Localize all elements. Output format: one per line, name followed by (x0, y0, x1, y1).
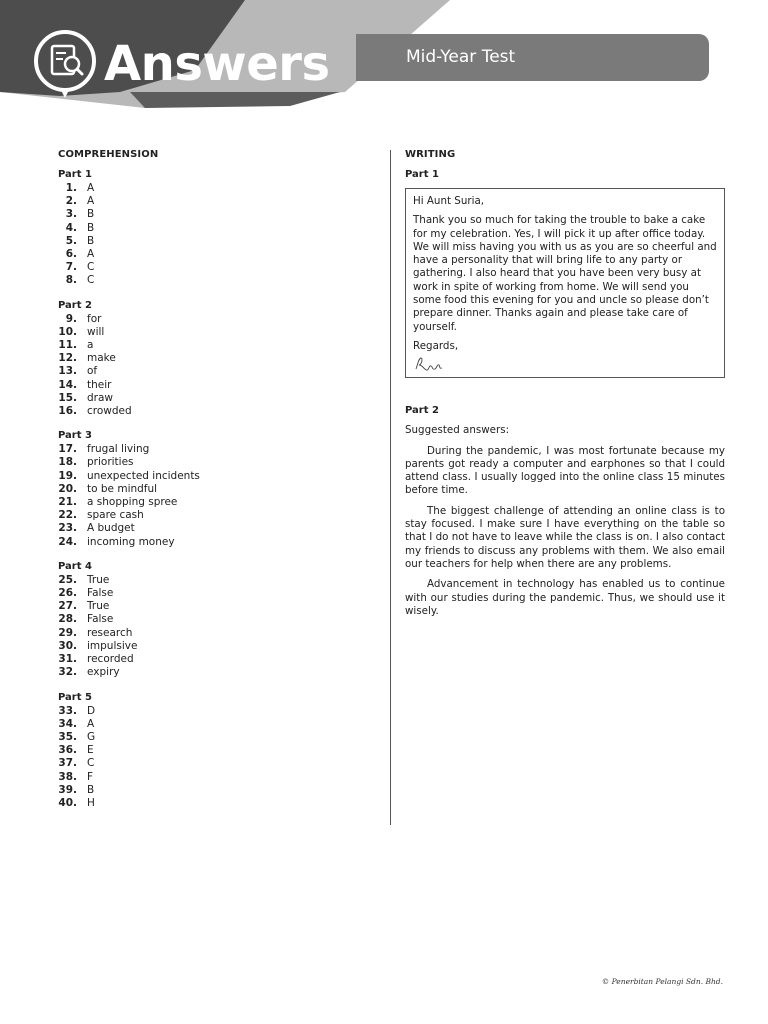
letter-body: Thank you so much for taking the trouble to bake a cake for my celebration. Yes, I will pick it up after office today. We will miss having you with us as you are so cheerful and have a personality that will bring life to any party or gathering. I also heard that you have been very busy at work in spite of working from home. We will send you some food this evening for you and uncle so please don’t prepare dinner. Thanks again and please take care of yourself. (413, 214, 717, 333)
answer-value: will (87, 325, 105, 338)
answer-value: False (87, 613, 114, 626)
comprehension-part-heading: Part 5 (58, 691, 92, 703)
answer-number: 16. (58, 405, 77, 418)
answer-list (58, 182, 378, 288)
answer-row (58, 587, 378, 600)
answer-value: C (87, 274, 95, 287)
answer-number: 9. (65, 312, 77, 325)
answer-value: a (87, 339, 94, 352)
answer-row (58, 627, 378, 640)
answer-value: impulsive (87, 639, 138, 652)
answer-number: 40. (58, 796, 77, 809)
answer-number: 38. (58, 770, 77, 783)
answer-number: 29. (58, 626, 77, 639)
answer-number: 14. (58, 378, 77, 391)
answer-row (58, 784, 378, 797)
test-tag (356, 34, 709, 81)
answer-value: B (87, 221, 95, 234)
copyright-notice: © Penerbitan Pelangi Sdn. Bhd. (601, 977, 723, 986)
answer-value: H (87, 796, 95, 809)
answer-value: F (87, 770, 94, 783)
answer-value: A (87, 195, 95, 208)
answer-number: 37. (58, 757, 77, 770)
answer-row (58, 182, 378, 195)
answer-value: a shopping spree (87, 496, 178, 509)
answer-number: 30. (58, 639, 77, 652)
answer-value: B (87, 783, 95, 796)
signature-image (413, 355, 717, 373)
answer-row (58, 235, 378, 248)
answer-number: 31. (58, 653, 77, 666)
answer-row (58, 653, 378, 666)
letter-closing: Regards, (413, 339, 459, 352)
answer-number: 17. (58, 443, 77, 456)
answer-row (58, 509, 378, 522)
answer-number: 34. (58, 717, 77, 730)
answer-value: E (87, 744, 94, 757)
answer-number: 11. (58, 339, 77, 352)
answer-value: C (87, 261, 95, 274)
answer-number: 27. (58, 600, 77, 613)
sample-letter (405, 188, 725, 378)
answer-value: A (87, 717, 95, 730)
answer-number: 28. (58, 613, 77, 626)
answer-value: of (87, 365, 98, 378)
answer-value: True (87, 573, 110, 586)
writing-part2-heading: Part 2 (405, 405, 439, 417)
answer-value: C (87, 757, 95, 770)
answer-row (58, 496, 378, 509)
answer-row (58, 326, 378, 339)
answer-number: 33. (58, 704, 77, 717)
answer-row (58, 522, 378, 535)
answer-value: their (87, 378, 112, 391)
answer-row (58, 379, 378, 392)
answer-row (58, 365, 378, 378)
answer-value: make (87, 352, 116, 365)
comprehension-part-heading: Part 2 (58, 299, 92, 311)
answer-number: 21. (58, 496, 77, 509)
answer-row (58, 261, 378, 274)
answer-list (58, 574, 378, 680)
answer-row (58, 195, 378, 208)
answer-row (58, 352, 378, 365)
answer-value: for (87, 312, 102, 325)
answer-row (58, 771, 378, 784)
writing-heading: WRITING (405, 149, 456, 160)
answer-number: 26. (58, 587, 77, 600)
answer-value: expiry (87, 666, 120, 679)
column-divider (390, 150, 391, 825)
answer-number: 39. (58, 783, 77, 796)
answer-value: priorities (87, 456, 134, 469)
answer-row (58, 339, 378, 352)
comprehension-column (58, 148, 378, 821)
answer-row (58, 208, 378, 221)
answer-row (58, 470, 378, 483)
answer-row (58, 744, 378, 757)
answer-number: 5. (65, 234, 77, 247)
answer-value: B (87, 208, 95, 221)
answer-value: B (87, 234, 95, 247)
essay-paragraph-1: During the pandemic, I was most fortunate because my parents got ready a computer and earphones so that I could attend class. I usually logged into the online class 15 minutes before time. (405, 444, 725, 497)
answer-number: 20. (58, 482, 77, 495)
answer-value: G (87, 730, 96, 743)
answer-value: True (87, 600, 110, 613)
answer-row (58, 666, 378, 679)
answer-row (58, 613, 378, 626)
answer-number: 18. (58, 456, 77, 469)
answer-value: spare cash (87, 509, 144, 522)
answer-number: 24. (58, 535, 77, 548)
answer-number: 6. (65, 248, 77, 261)
answer-value: False (87, 587, 114, 600)
comprehension-part-heading: Part 4 (58, 560, 92, 572)
answer-number: 8. (65, 274, 77, 287)
answer-list (58, 705, 378, 811)
answer-row (58, 392, 378, 405)
answer-number: 2. (65, 195, 77, 208)
answer-row (58, 718, 378, 731)
essay-paragraph-3: Advancement in technology has enabled us to continue with our studies during the pandemic. Thus, we should use it wisely. (405, 578, 725, 617)
answer-number: 35. (58, 730, 77, 743)
answer-row (58, 600, 378, 613)
answer-row (58, 536, 378, 549)
answer-value: crowded (87, 405, 132, 418)
test-tag-label: Mid-Year Test (406, 47, 516, 67)
answer-number: 12. (58, 352, 77, 365)
answer-number: 23. (58, 522, 77, 535)
answer-row (58, 405, 378, 418)
answer-row (58, 483, 378, 496)
answer-value: to be mindful (87, 482, 158, 495)
answer-row (58, 222, 378, 235)
answer-number: 1. (65, 182, 77, 194)
letter-greeting: Hi Aunt Suria, (413, 195, 485, 207)
answer-value: A (87, 182, 95, 194)
answer-row (58, 797, 378, 810)
answer-number: 25. (58, 573, 77, 586)
answer-row (58, 757, 378, 770)
comprehension-parts (58, 168, 378, 810)
answer-value: recorded (87, 653, 134, 666)
answer-number: 3. (65, 208, 77, 221)
answer-list (58, 443, 378, 549)
comprehension-part-heading: Part 3 (58, 430, 92, 442)
answer-number: 4. (65, 221, 77, 234)
comprehension-heading: COMPREHENSION (58, 149, 159, 160)
answer-row (58, 574, 378, 587)
answer-number: 10. (58, 325, 77, 338)
answer-row (58, 731, 378, 744)
answer-value: A budget (87, 522, 135, 535)
answer-row (58, 640, 378, 653)
answer-row (58, 248, 378, 261)
magnifier-document-icon (30, 28, 100, 100)
answer-number: 36. (58, 744, 77, 757)
answer-number: 7. (65, 261, 77, 274)
answer-value: unexpected incidents (87, 469, 200, 482)
answer-number: 19. (58, 469, 77, 482)
answer-value: draw (87, 391, 114, 404)
answer-number: 32. (58, 666, 77, 679)
answer-row (58, 705, 378, 718)
answer-value: research (87, 626, 133, 639)
writing-column (405, 148, 725, 625)
writing-part1-heading: Part 1 (405, 169, 439, 180)
answer-row (58, 274, 378, 287)
suggested-answers-label: Suggested answers: (405, 424, 510, 437)
answer-row (58, 313, 378, 326)
page-title: Answers (104, 36, 330, 92)
answer-number: 22. (58, 509, 77, 522)
answer-number: 15. (58, 391, 77, 404)
answer-row (58, 443, 378, 456)
comprehension-part-heading: Part 1 (58, 169, 92, 180)
essay-paragraph-2: The biggest challenge of attending an online class is to stay focused. I make sure I have everything on the table so that I do not have to leave while the class is on. I also contact my friends to discuss any problems with them. We also email our teachers for help when there are any problems. (405, 504, 725, 570)
answer-value: D (87, 704, 96, 717)
answer-row (58, 456, 378, 469)
answer-value: A (87, 248, 95, 261)
answer-value: frugal living (87, 443, 150, 456)
answer-list (58, 313, 378, 419)
answer-value: incoming money (87, 535, 175, 548)
answer-number: 13. (58, 365, 77, 378)
